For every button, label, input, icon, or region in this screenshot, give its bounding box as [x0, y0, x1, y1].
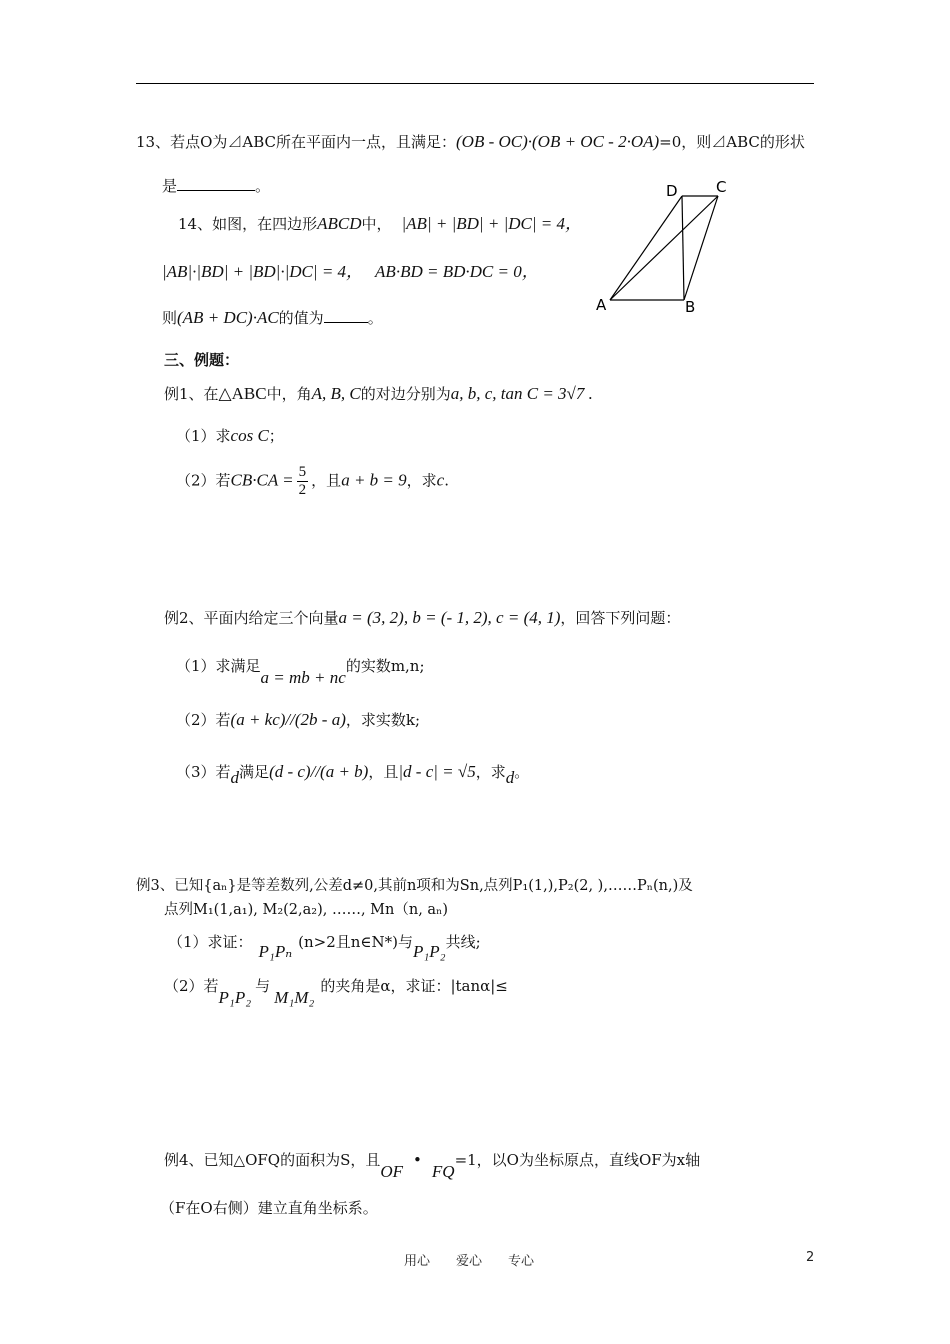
- ex2-p3-var2: d: [505, 768, 515, 787]
- ex2-vectors: a = (3, 2), b = (- 1, 2), c = (4, 1): [338, 608, 561, 627]
- q14-expr: (AB + DC)·AC: [177, 308, 279, 327]
- q14-quadrilateral-figure: [590, 176, 740, 316]
- ex1-part2: [176, 464, 449, 499]
- ex1-intro: [164, 384, 593, 404]
- q14-mid: 中，: [361, 215, 392, 233]
- q13-line2: [162, 176, 270, 196]
- ex3-p2-v2: M₁M₂: [274, 988, 315, 1007]
- ex1-p2-prefix: （2）若: [176, 471, 231, 490]
- ex2-p3-suffix: ，求: [475, 763, 506, 781]
- q14-cond1: |AB| + |BD| + |DC| = 4，: [401, 214, 583, 233]
- ex2-p3-mid2: ，且: [368, 763, 399, 781]
- ex2-p2-suffix: ，求实数k;: [345, 711, 421, 729]
- ex1-triangle: △ABC: [218, 384, 267, 403]
- ex3-p2-mid: 与: [255, 977, 271, 995]
- q13-line2-suffix: 。: [255, 177, 271, 195]
- q13-line2-prefix: 是: [162, 177, 178, 195]
- ex2-intro-label: 例2、平面内给定三个向量: [164, 609, 339, 627]
- ex2-intro: [164, 608, 680, 628]
- section-heading: 三、例题：: [164, 351, 240, 369]
- ex2-p1-suffix: 的实数m,n;: [345, 657, 425, 675]
- ex3-p1-suffix: 共线;: [445, 933, 481, 951]
- ex2-p3-prefix: （3）若: [176, 763, 231, 781]
- q13-answer-blank[interactable]: [177, 176, 255, 191]
- ex3-p1-mid: (n>2且n∈N*)与: [298, 933, 413, 951]
- ex1-p2-cond: a + b = 9: [341, 470, 407, 490]
- ex2-part2: [176, 710, 420, 730]
- ex2-p3-cond: |d - c| = √5: [398, 762, 476, 781]
- q14-cond2: |AB|·|BD| + |BD|·|DC| = 4，: [162, 262, 364, 281]
- ex3-p1-v1: P₁Pₙ: [258, 942, 293, 961]
- q14-line2: [162, 262, 539, 282]
- ex1-p2-var: c: [436, 470, 445, 490]
- ex1-mid1: 中，角: [266, 385, 312, 403]
- label-b: B: [685, 298, 696, 316]
- ex2-part3: [176, 762, 530, 787]
- ex2-p2-prefix: （2）若: [176, 711, 231, 729]
- page-number: 2: [806, 1250, 815, 1265]
- q14-line1: [178, 214, 582, 234]
- ex1-part1: [176, 426, 284, 446]
- q13-prefix: 13、若点O为⊿ABC所在平面内一点，且满足：: [136, 133, 456, 151]
- ex2-p3-end: 。: [514, 763, 530, 781]
- ex3-part2: [164, 976, 508, 1007]
- ex1-p2-fraction: [297, 464, 309, 499]
- ex1-p2-frac-den: 2: [298, 482, 307, 498]
- ex3-line1: 例3、已知{aₙ}是等差数列,公差d≠0,其前n项和为Sn,点列P₁(1,),P₂(2, ),……Pₙ(n,)及: [136, 878, 693, 894]
- q14-line3-prefix: 则: [162, 309, 178, 327]
- ex3-p1-prefix: （1）求证：: [168, 933, 253, 951]
- ex3-p2-v1: P₁P₂: [218, 988, 252, 1007]
- ex1-angles: A, B, C: [311, 384, 361, 403]
- ex2-p1-prefix: （1）求满足: [176, 657, 261, 675]
- ex3-line2: 点列M₁(1,a₁), M₂(2,a₂), ……, Mn（n, aₙ): [164, 902, 449, 918]
- label-a: A: [596, 296, 607, 314]
- ex2-part1: [176, 656, 425, 687]
- q14-quad: ABCD: [317, 214, 362, 233]
- edge-da: [610, 196, 682, 300]
- ex1-p2-frac-num: 5: [298, 464, 307, 480]
- ex2-p2-expr: (a + kc)//(2b - a): [230, 710, 346, 729]
- ex1-p2-expr: CB·CA =: [230, 470, 294, 490]
- ex1-p2-mid: ，且: [311, 471, 342, 490]
- ex4-v1: OF: [380, 1162, 404, 1181]
- q13-line1: [136, 132, 805, 152]
- label-d: D: [666, 182, 678, 200]
- ex1-sides: a, b, c, tan C = 3√7 .: [450, 384, 593, 403]
- footer-center: 用心 爱心 专心: [404, 1254, 535, 1269]
- header-rule: [136, 83, 814, 84]
- q13-formula: (OB - OC)·(OB + OC - 2·OA): [456, 132, 660, 151]
- q14-end: 。: [367, 309, 383, 327]
- ex1-intro-label: 例1、在: [164, 385, 219, 403]
- ex2-p3-expr: (d - c)//(a + b): [269, 762, 369, 781]
- q14-answer-blank[interactable]: [324, 308, 368, 323]
- ex4-line2: （F在O右侧）建立直角坐标系。: [160, 1199, 378, 1217]
- q14-cond3: AB·BD = BD·DC = 0，: [375, 262, 539, 281]
- ex2-p3-var: d: [230, 768, 240, 787]
- ex3-p1-v2: P₁P₂: [413, 942, 446, 961]
- ex3-p2-prefix: （2）若: [164, 977, 219, 995]
- ex1-p1-suffix: ；: [268, 427, 284, 445]
- ex2-p3-mid: 满足: [239, 763, 270, 781]
- diagonal-ac: [610, 196, 718, 300]
- ex3-p2-suffix: 的夹角是α，求证：|tanα|≤: [320, 977, 508, 995]
- ex1-mid2: 的对边分别为: [360, 385, 451, 403]
- q13-suffix: =0，则⊿ABC的形状: [659, 133, 805, 151]
- ex4-line1: [164, 1150, 701, 1181]
- ex1-p2-end: .: [444, 471, 449, 490]
- ex1-p1-expr: cos C: [230, 426, 269, 445]
- ex4-line1-suffix: =1，以O为坐标原点，直线OF为x轴: [454, 1151, 701, 1169]
- diagonal-bd: [682, 196, 684, 300]
- ex2-p1-expr: a = mb + nc: [260, 668, 346, 687]
- ex3-part1: [168, 932, 481, 961]
- q14-line3-suffix: 的值为: [278, 309, 324, 327]
- q14-line3: [162, 308, 383, 328]
- ex4-dot: •: [413, 1151, 422, 1169]
- ex4-v2: FQ: [431, 1162, 455, 1181]
- ex2-tail: ，回答下列问题：: [560, 609, 681, 627]
- label-c: C: [716, 178, 727, 196]
- ex1-p2-suffix: ，求: [406, 471, 437, 490]
- ex4-line1-prefix: 例4、已知△OFQ的面积为S，且: [164, 1151, 381, 1169]
- q14-prefix: 14、如图，在四边形: [178, 215, 318, 233]
- ex1-p1-prefix: （1）求: [176, 427, 231, 445]
